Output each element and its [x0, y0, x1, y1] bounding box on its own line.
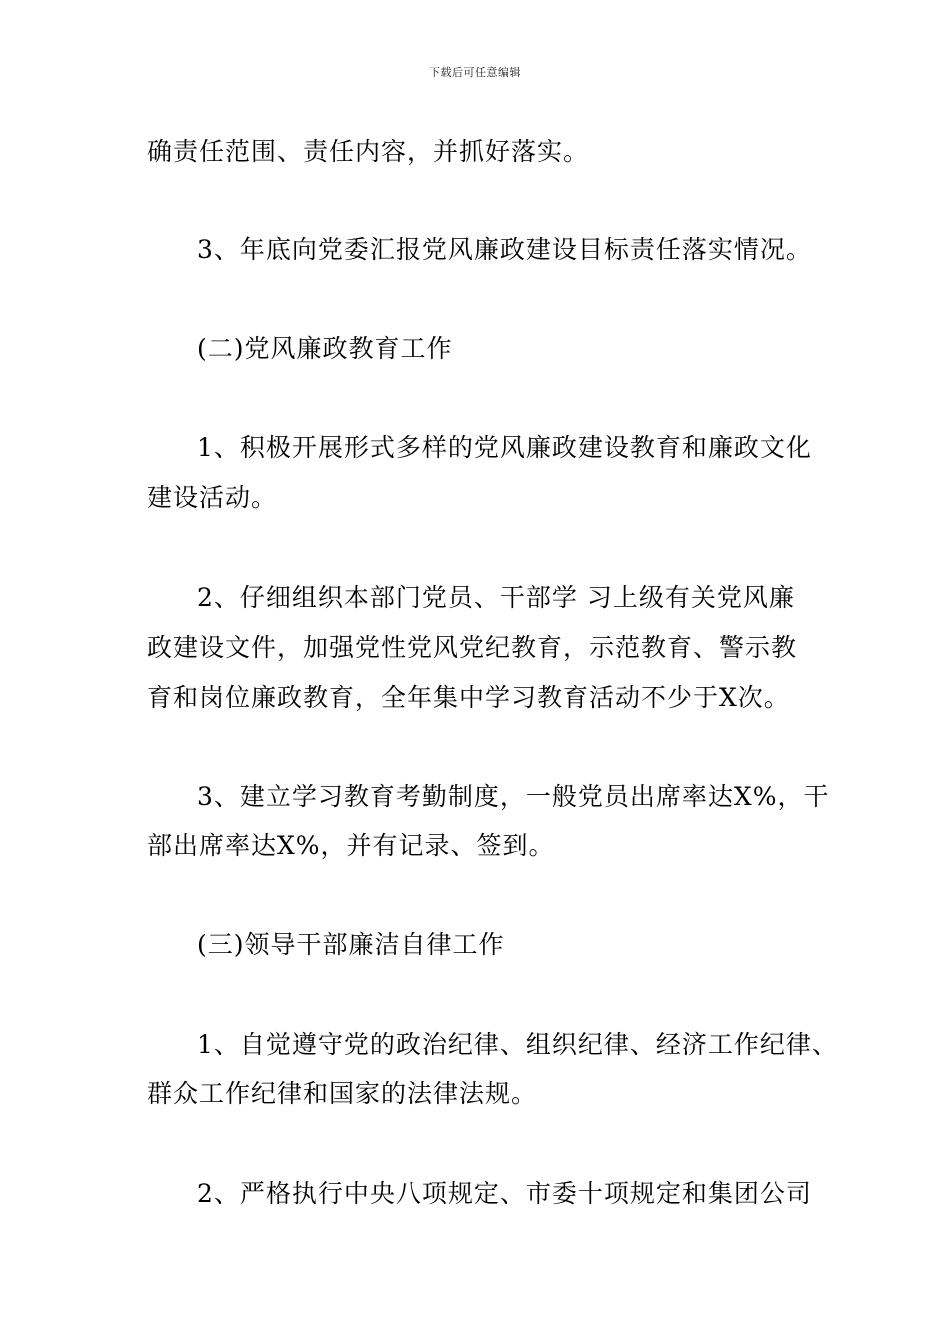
text-line: 2、仔细组织本部门党员、干部学 习上级有关党风廉 [197, 583, 795, 612]
text-line: 部出席率达X%，并有记录、签到。 [147, 831, 555, 860]
text-line: 1、积极开展形式多样的党风廉政建设教育和廉政文化 [197, 433, 812, 462]
text-line: 政建设文件，加强党性党风党纪教育，示范教育、警示教 [147, 633, 798, 662]
text-line: 3、建立学习教育考勤制度，一般党员出席率达X%，干 [197, 782, 830, 811]
text-line: 育和岗位廉政教育，全年集中学习教育活动不少于X次。 [147, 683, 790, 712]
section-heading: (三)领导干部廉洁自律工作 [197, 930, 505, 959]
header-note: 下载后可任意编辑 [429, 66, 521, 79]
text-line: 确责任范围、责任内容，并抓好落实。 [147, 137, 590, 166]
text-line: 建设活动。 [147, 483, 278, 512]
text-line: 群众工作纪律和国家的法律法规。 [147, 1079, 538, 1108]
text-line: 2、严格执行中央八项规定、市委十项规定和集团公司 [197, 1179, 812, 1208]
section-heading: (二)党风廉政教育工作 [197, 334, 453, 363]
text-line: 3、年底向党委汇报党风廉政建设目标责任落实情况。 [197, 235, 812, 264]
text-line: 1、自觉遵守党的政治纪律、组织纪律、经济工作纪律、 [197, 1030, 838, 1059]
